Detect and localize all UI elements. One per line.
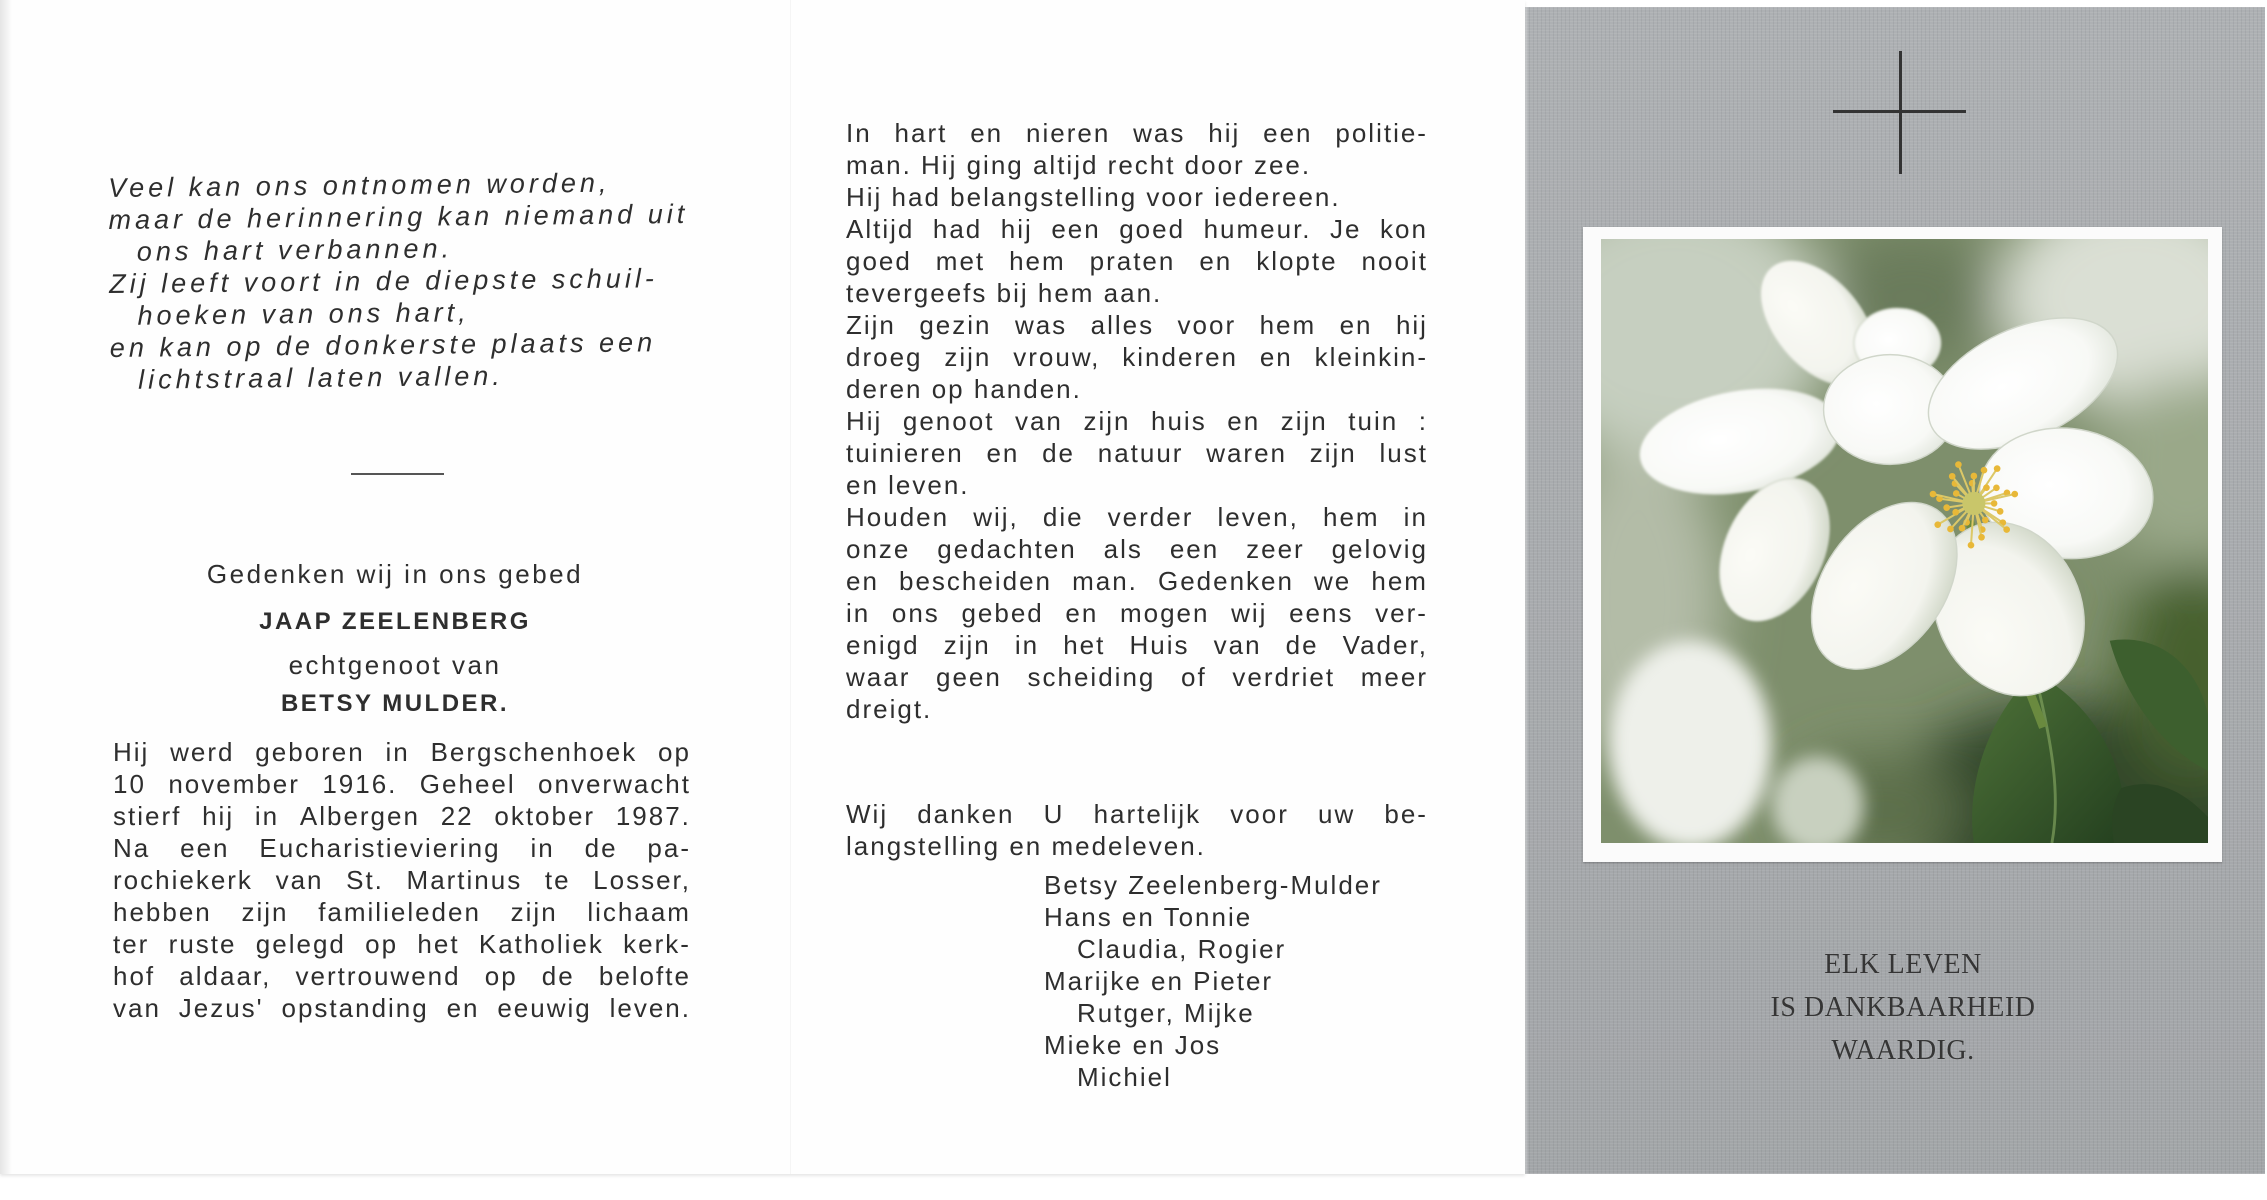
word: geen <box>936 662 1002 692</box>
word: kinderen <box>1122 342 1238 372</box>
word: en <box>986 438 1020 468</box>
word: zijn <box>1083 406 1131 436</box>
word: kleinkin- <box>1314 342 1428 372</box>
family-line: Claudia, Rogier <box>1077 934 1287 964</box>
word: in <box>530 833 555 863</box>
word: huis <box>1151 406 1207 436</box>
poem-line: ons hart verbannen. <box>136 233 454 267</box>
word: kerk- <box>623 929 691 959</box>
word: was <box>1133 118 1186 148</box>
word: we <box>1314 566 1352 596</box>
tribute-line: tevergeefs bij hem aan. <box>846 278 1163 308</box>
word: wij <box>1231 598 1268 628</box>
motto-line: IS DANKBAARHEID <box>1770 992 2036 1023</box>
word: Altijd <box>846 214 915 244</box>
word: zijn <box>1280 406 1328 436</box>
paper-fold <box>790 0 791 1174</box>
word: Hij <box>113 737 150 767</box>
biography-line <box>113 864 691 896</box>
word: zijn <box>943 630 991 660</box>
word: op <box>658 737 691 767</box>
word: en <box>1259 342 1293 372</box>
word: hart <box>894 118 948 148</box>
word: verdriet <box>1232 662 1336 692</box>
word: ruste <box>168 929 237 959</box>
word: rochiekerk <box>113 865 253 895</box>
word: Na <box>113 833 151 863</box>
word: een <box>180 833 230 863</box>
word: zijn <box>241 897 289 927</box>
word: en <box>446 993 480 1023</box>
word: Eucharistieviering <box>259 833 501 863</box>
word: nooit <box>1361 246 1428 276</box>
word: en <box>846 566 879 596</box>
word: enigd <box>846 630 920 660</box>
word: hij <box>1395 310 1428 340</box>
word: gelovig <box>1331 534 1428 564</box>
word: goed <box>846 246 912 276</box>
word: Houden <box>846 502 950 532</box>
stamen-anther <box>1997 508 2004 515</box>
word: in <box>254 801 280 831</box>
stamen-anther <box>1982 517 1989 524</box>
word: de <box>1042 438 1076 468</box>
white-flower-photo <box>1601 239 2208 843</box>
word: leven. <box>609 993 691 1023</box>
word: leven, <box>1217 502 1299 532</box>
tribute-line <box>846 245 1428 277</box>
poem-line: maar de herinnering kan niemand uit <box>108 198 689 235</box>
word: de <box>541 961 575 991</box>
biography-line <box>113 928 691 960</box>
word: U <box>1043 799 1065 829</box>
cross-horizontal-bar <box>1833 110 1966 113</box>
stamen-anther <box>1971 473 1978 480</box>
word: uw <box>1317 799 1356 829</box>
word: gedachten <box>937 534 1077 564</box>
word: geboren <box>255 737 365 767</box>
word: hem <box>1371 566 1428 596</box>
word: voor <box>1230 799 1289 829</box>
word: Gedenken <box>1157 566 1294 596</box>
family-line: Michiel <box>1077 1062 1172 1092</box>
word: Huis <box>1129 630 1190 660</box>
bud-petal <box>1610 641 1772 843</box>
word: op <box>365 929 399 959</box>
tribute-line <box>846 117 1428 149</box>
word: be- <box>1384 799 1428 829</box>
word: Je <box>1330 214 1362 244</box>
stamen-anther <box>1949 473 1956 480</box>
word: die <box>1042 502 1084 532</box>
word: voor <box>1177 310 1237 340</box>
thanks-line: langstelling en medeleven. <box>846 831 1206 861</box>
tribute-line <box>846 341 1428 373</box>
stamen-anther <box>1955 461 1962 468</box>
word: lichaam <box>587 897 691 927</box>
word: hem <box>1322 502 1380 532</box>
word: Katholiek <box>478 929 604 959</box>
stamen-anther <box>1952 509 1959 516</box>
motto-line: WAARDIG. <box>1831 1035 1975 1066</box>
word: de <box>584 833 618 863</box>
word: natuur <box>1097 438 1184 468</box>
word: hebben <box>113 897 212 927</box>
word: 1916. <box>322 769 398 799</box>
tribute-line <box>846 629 1428 661</box>
word: waar <box>846 662 911 692</box>
stamen-anther <box>1981 467 1988 474</box>
family-line: Hans en Tonnie <box>1044 902 1253 932</box>
word: het <box>417 929 460 959</box>
word: werd <box>170 737 235 767</box>
word: de <box>1285 630 1319 660</box>
word: kon <box>1380 214 1428 244</box>
word: van <box>1213 630 1262 660</box>
word: te <box>544 865 571 895</box>
tribute-line: man. Hij ging altijd recht door zee. <box>846 150 1312 180</box>
word: verder <box>1107 502 1194 532</box>
word: Wij <box>846 799 889 829</box>
word: Vader, <box>1342 630 1428 660</box>
poem-line: en kan op de donkerste plaats een <box>109 327 657 363</box>
tribute-line <box>846 597 1428 629</box>
word: opstanding <box>281 993 429 1023</box>
relation-text: echtgenoot van <box>288 650 502 680</box>
word: alles <box>1090 310 1155 340</box>
word: hij <box>1208 118 1241 148</box>
biography-line <box>113 832 691 864</box>
stamen-anther <box>1953 490 1960 497</box>
deceased-name: JAAP ZEELENBERG <box>259 608 531 635</box>
word: een <box>1051 214 1101 244</box>
word: onze <box>846 534 911 564</box>
word: zeer <box>1246 534 1305 564</box>
word: St. <box>346 865 384 895</box>
word: : <box>1418 406 1428 436</box>
word: politie- <box>1335 118 1428 148</box>
word: genoot <box>902 406 995 436</box>
word: zijn <box>944 342 992 372</box>
word: in <box>385 737 410 767</box>
word: waren <box>1206 438 1288 468</box>
divider <box>351 473 444 475</box>
word: hartelijk <box>1093 799 1202 829</box>
word: eens <box>1289 598 1354 628</box>
word: goed <box>1119 214 1186 244</box>
word: ons <box>891 598 940 628</box>
flower-center <box>1962 492 1985 515</box>
word: zijn <box>1309 438 1357 468</box>
word: had <box>932 214 983 244</box>
word: klopte <box>1256 246 1338 276</box>
word: stierf <box>113 801 182 831</box>
thanks <box>846 798 1428 862</box>
stamen-anther <box>1991 500 1998 507</box>
word: ver- <box>1375 598 1428 628</box>
stamen-anther <box>2011 491 2018 498</box>
tribute-line <box>846 661 1428 693</box>
biography-line <box>113 736 691 768</box>
stamen-anther <box>1983 484 1990 491</box>
photo-frame <box>1583 227 2222 862</box>
word: hij <box>202 801 235 831</box>
paper-edge-shadow <box>0 0 12 1174</box>
word: Hij <box>846 406 883 436</box>
word: in <box>1403 502 1428 532</box>
word: van <box>113 993 161 1023</box>
word: lust <box>1379 438 1428 468</box>
word: hof <box>113 961 156 991</box>
word: aldaar, <box>179 961 272 991</box>
cross-icon <box>1833 51 1966 174</box>
word: Zijn <box>846 310 896 340</box>
word: hem <box>1259 310 1317 340</box>
motto-line: ELK LEVEN <box>1824 949 1982 980</box>
word: man. <box>1072 566 1138 596</box>
tribute-line: deren op handen. <box>846 374 1082 404</box>
word: op <box>484 961 518 991</box>
cover-motto <box>1603 943 2203 1072</box>
word: hij <box>1000 214 1033 244</box>
word: in <box>846 598 871 628</box>
word: praten <box>1089 246 1176 276</box>
stamen-anther <box>1947 526 1954 533</box>
tribute-line <box>846 501 1428 533</box>
word: het <box>1063 630 1106 660</box>
stamen-anther <box>1994 465 2001 472</box>
word: oktober <box>494 801 596 831</box>
word: gelegd <box>255 929 346 959</box>
poem <box>108 166 690 396</box>
stamen-anther <box>1959 525 1966 532</box>
spouse-name: BETSY MULDER. <box>280 690 510 717</box>
word: In <box>846 118 872 148</box>
stamen-anther <box>1978 534 1985 541</box>
word: eeuwig <box>497 993 592 1023</box>
word: en <box>1227 406 1261 436</box>
word: van <box>1014 406 1063 436</box>
word: gezin <box>919 310 992 340</box>
tribute <box>846 117 1428 725</box>
stamen-anther <box>2003 526 2010 533</box>
word: of <box>1181 662 1207 692</box>
family-line: Rutger, Mijke <box>1077 998 1255 1028</box>
word: 10 <box>113 769 146 799</box>
word: zijn <box>510 897 558 927</box>
word: Losser, <box>593 865 691 895</box>
family-list <box>1044 869 1444 1093</box>
word: van <box>275 865 324 895</box>
tribute-line <box>846 533 1428 565</box>
word: familieleden <box>318 897 481 927</box>
word: Albergen <box>299 801 420 831</box>
tribute-line: Hij had belangstelling voor iedereen. <box>846 182 1341 212</box>
word: pa- <box>647 833 691 863</box>
tribute-line <box>846 437 1428 469</box>
word: Geheel <box>419 769 516 799</box>
biography-line <box>113 800 691 832</box>
word: 22 <box>440 801 474 831</box>
thanks-line <box>846 798 1428 830</box>
word: wij, <box>973 502 1019 532</box>
word: Martinus <box>406 865 523 895</box>
word: en <box>1199 246 1233 276</box>
word: humeur. <box>1203 214 1312 244</box>
word: ter <box>113 929 150 959</box>
word: gebed <box>961 598 1044 628</box>
word: en <box>1065 598 1099 628</box>
word: tuin <box>1348 406 1399 436</box>
poem-line: Veel kan ons ontnomen worden, <box>108 167 611 203</box>
word: vertrouwend <box>295 961 461 991</box>
word: bescheiden <box>899 566 1052 596</box>
word: met <box>935 246 986 276</box>
word: Bergschenhoek <box>430 737 638 767</box>
word: danken <box>917 799 1015 829</box>
word: en <box>970 118 1004 148</box>
biography-line <box>113 896 691 928</box>
family-line: Betsy Zeelenberg-Mulder <box>1044 870 1382 900</box>
word: mogen <box>1119 598 1210 628</box>
word: als <box>1103 534 1143 564</box>
poem-line: Zij leeft voort in de diepste schuil- <box>109 263 659 299</box>
word: 1987. <box>615 801 691 831</box>
word: een <box>1263 118 1313 148</box>
word: droeg <box>846 342 923 372</box>
word: nieren <box>1026 118 1111 148</box>
family-line: Mieke en Jos <box>1044 1030 1222 1060</box>
stamen-anther <box>1930 491 1937 498</box>
biography-line <box>113 960 691 992</box>
tribute-line <box>846 309 1428 341</box>
tribute-line <box>846 565 1428 597</box>
tribute-line <box>846 405 1428 437</box>
word: in <box>1014 630 1040 660</box>
word: november <box>168 769 300 799</box>
poem-line: lichtstraal laten vallen. <box>138 360 504 395</box>
word: scheiding <box>1027 662 1156 692</box>
stamen-anther <box>1968 542 1975 549</box>
poem-line: hoeken van ons hart, <box>137 297 470 331</box>
memorial-intro: Gedenken wij in ons gebed <box>206 559 584 589</box>
word: tuinieren <box>846 438 964 468</box>
word: een <box>1169 534 1220 564</box>
word: belofte <box>598 961 691 991</box>
biography-line <box>113 992 691 1024</box>
word: onverwacht <box>538 769 691 799</box>
biography <box>113 736 691 1024</box>
word: was <box>1014 310 1068 340</box>
stamen-anther <box>1993 485 2000 492</box>
biography-line <box>113 768 691 800</box>
word: hem <box>1009 246 1066 276</box>
word: meer <box>1360 662 1428 692</box>
word: Jezus' <box>178 993 264 1023</box>
family-line: Marijke en Pieter <box>1044 966 1274 996</box>
tribute-line: en leven. <box>846 470 970 500</box>
word: en <box>1339 310 1373 340</box>
stamen-anther <box>1943 504 1950 511</box>
word: vrouw, <box>1013 342 1101 372</box>
tribute-line <box>846 213 1428 245</box>
stamen-anther <box>1934 521 1941 528</box>
tribute-line: dreigt. <box>846 694 933 724</box>
